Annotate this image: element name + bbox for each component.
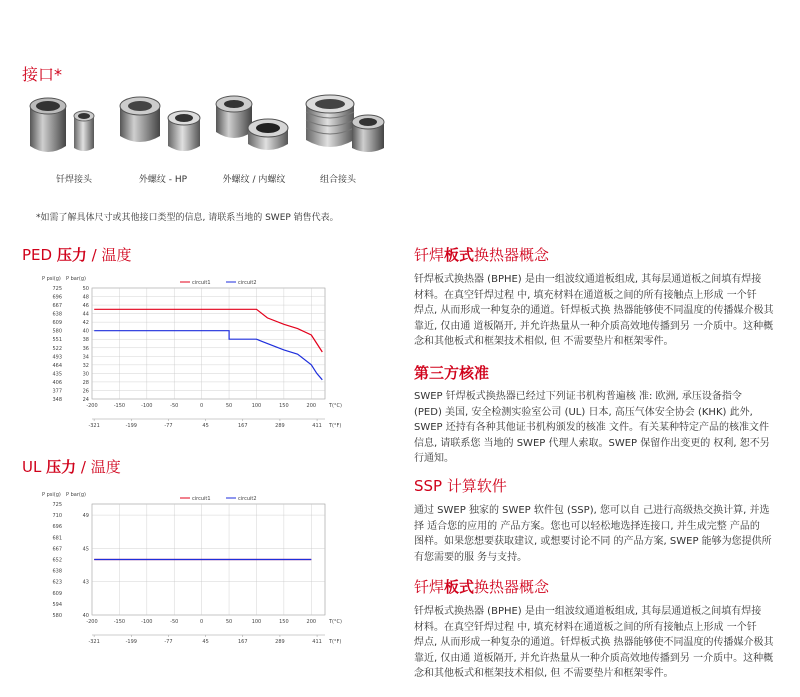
approvals-line: (PED) 美国, 安全检测实验室公司 (UL) 日本, 高压气体安全协会 (KHK) 此外, xyxy=(414,406,753,418)
ssp-line: 通过 SWEP 独家的 SWEP 软件包 (SSP), 您可以自 己进行高级热交换计算, 并选 xyxy=(414,505,770,516)
psi-tick-label: 696 xyxy=(52,524,62,531)
ul-chart xyxy=(40,484,360,646)
bar-tick-label: 36 xyxy=(82,345,89,352)
celsius-tick-label: 0 xyxy=(200,403,204,409)
psi-tick-label: 725 xyxy=(52,502,62,508)
celsius-tick-label: -150 xyxy=(113,619,126,625)
celsius-tick-label: -50 xyxy=(170,403,179,409)
psi-tick-label: 623 xyxy=(52,579,62,586)
legend-label: circuit1 xyxy=(192,280,211,286)
concept-paragraph-2 xyxy=(414,604,786,682)
concept-paragraph-1 xyxy=(414,272,786,350)
series-line-circuit2 xyxy=(94,331,322,380)
celsius-axis-label: T(°C) xyxy=(329,619,342,625)
fahrenheit-tick-label: 411 xyxy=(312,423,322,429)
celsius-tick-label: -100 xyxy=(141,403,153,409)
fahrenheit-tick-label: -321 xyxy=(88,639,100,645)
bar-tick-label: 42 xyxy=(82,320,89,327)
celsius-tick-label: 200 xyxy=(306,619,317,625)
connections-title: 接口* xyxy=(22,65,63,84)
bar-tick-label: 49 xyxy=(82,513,89,520)
ssp-title: SSP 计算软件 xyxy=(414,477,507,495)
ped-chart xyxy=(40,268,360,430)
celsius-tick-label: 50 xyxy=(225,403,233,409)
ssp-line: 有您需要的服 务与支持。 xyxy=(414,551,528,563)
bar-tick-label: 38 xyxy=(82,337,89,344)
psi-axis-label: P psi(g) xyxy=(42,276,61,282)
psi-tick-label: 696 xyxy=(52,294,62,301)
brazed-connection-icon xyxy=(30,98,94,152)
concept-2-line: 材料。在真空钎焊过程 中, 填充材料在通道板之间的所有接触点上形成 一个钎 xyxy=(414,621,757,633)
fahrenheit-tick-label: 289 xyxy=(275,423,285,429)
psi-tick-label: 522 xyxy=(52,345,62,352)
celsius-tick-label: 50 xyxy=(225,619,233,625)
fahrenheit-tick-label: 45 xyxy=(202,423,209,429)
fahrenheit-tick-label: 289 xyxy=(275,639,285,645)
bar-tick-label: 44 xyxy=(82,311,89,318)
psi-tick-label: 609 xyxy=(52,590,62,597)
psi-tick-label: 638 xyxy=(52,568,62,575)
concept-2-line: 靠近, 仅由通 道板隔开, 并允许热量从一种介质高效地传播到另 一介质中。这种概 xyxy=(414,652,774,664)
bar-tick-label: 24 xyxy=(82,397,89,403)
psi-tick-label: 464 xyxy=(52,362,62,369)
bar-tick-label: 43 xyxy=(82,579,89,586)
approvals-paragraph xyxy=(414,389,786,467)
fahrenheit-tick-label: 167 xyxy=(237,423,248,429)
celsius-tick-label: 100 xyxy=(251,619,262,625)
concept-2-line: 焊点, 从而形成一种复杂的通道。钎焊板式换 热器能够使不同温度的传播媒介极其 xyxy=(414,637,774,649)
psi-tick-label: 580 xyxy=(52,613,62,619)
concept-1-line: 焊点, 从而形成一种复杂的通道。钎焊板式换 热器能够使不同温度的传播媒介极其 xyxy=(414,305,774,317)
psi-tick-label: 681 xyxy=(52,535,62,542)
plot-frame xyxy=(92,288,325,399)
celsius-tick-label: 150 xyxy=(279,619,289,625)
celsius-tick-label: -150 xyxy=(113,403,126,409)
celsius-tick-label: 100 xyxy=(251,403,262,409)
bar-tick-label: 50 xyxy=(82,286,89,292)
celsius-tick-label: -200 xyxy=(86,619,98,625)
approvals-line: 信息, 请联系您 当地的 SWEP 代理人索取。SWEP 保留作出变更的 权利, 恕不另 xyxy=(414,437,770,449)
celsius-tick-label: 150 xyxy=(279,403,289,409)
bar-axis-label: P bar(g) xyxy=(66,492,86,498)
psi-tick-label: 493 xyxy=(52,354,62,361)
concept-1-line: 钎焊板式换热器 (BPHE) 是由一组波纹通道板组成, 其每层通道板之间填有焊接 xyxy=(414,274,762,285)
ped-chart-title: PED 压力 / 温度 xyxy=(22,246,132,264)
approvals-line: SWEP 还持有各种其他证书机构颁发的核准 文件。有关某种特定产品的核准文件 xyxy=(414,422,769,434)
legend-label: circuit2 xyxy=(238,280,257,286)
fahrenheit-axis-label: T(°F) xyxy=(329,423,342,429)
bar-tick-label: 46 xyxy=(82,303,89,310)
psi-tick-label: 609 xyxy=(52,320,62,327)
external-thread-hp-icon xyxy=(120,97,200,151)
fahrenheit-tick-label: 167 xyxy=(237,639,248,645)
psi-tick-label: 652 xyxy=(52,557,62,564)
ul-chart-title: UL 压力 / 温度 xyxy=(22,458,121,476)
psi-tick-label: 594 xyxy=(52,601,62,608)
celsius-axis-label: T(°C) xyxy=(329,403,342,409)
concept-1-line: 靠近, 仅由通 道板隔开, 并允许热量从一种介质高效地传播到另 一介质中。这种概 xyxy=(414,320,774,332)
ssp-line: 择 适合您的应用的 产品方案。您也可以轻松地选择连接口, 并生成完整 产品的 xyxy=(414,520,760,532)
psi-tick-label: 377 xyxy=(52,388,62,395)
psi-tick-label: 435 xyxy=(52,371,62,378)
connections-note: *如需了解具体尺寸或其他接口类型的信息, 请联系当地的 SWEP 销售代表。 xyxy=(36,213,339,223)
concept-1-line: 材料。在真空钎焊过程 中, 填充材料在通道板之间的所有接触点上形成 一个钎 xyxy=(414,289,757,301)
concept-2-line: 念和其他板式和框架技术相似, 但 不需要垫片和框架零件。 xyxy=(414,668,674,680)
concept-1-line: 念和其他板式和框架技术相似, 但 不需要垫片和框架零件。 xyxy=(414,336,674,348)
legend-label: circuit1 xyxy=(192,496,211,502)
fahrenheit-tick-label: -199 xyxy=(125,423,137,429)
fahrenheit-tick-label: -77 xyxy=(164,423,173,429)
concept-title-2: 钎焊板式换热器概念 xyxy=(414,578,550,596)
legend-label: circuit2 xyxy=(238,496,257,502)
bar-tick-label: 48 xyxy=(82,294,89,301)
concept-2-line: 钎焊板式换热器 (BPHE) 是由一组波纹通道板组成, 其每层通道板之间填有焊接 xyxy=(414,606,762,617)
celsius-tick-label: 0 xyxy=(200,619,204,625)
ssp-line: 图样。如果您想要获取建议, 或想要讨论不同 的产品方案, SWEP 能够为您提供所 xyxy=(414,536,772,548)
approvals-title: 第三方核准 xyxy=(414,364,490,382)
celsius-tick-label: -50 xyxy=(170,619,179,625)
fahrenheit-tick-label: 45 xyxy=(202,639,209,645)
fahrenheit-tick-label: -321 xyxy=(88,423,100,429)
psi-tick-label: 580 xyxy=(52,328,62,335)
bar-tick-label: 34 xyxy=(82,354,89,361)
bar-tick-label: 32 xyxy=(82,362,89,369)
psi-tick-label: 406 xyxy=(52,379,62,386)
approvals-line: 行通知。 xyxy=(414,453,454,465)
connection-images xyxy=(18,92,398,162)
bar-tick-label: 40 xyxy=(82,328,89,335)
psi-tick-label: 638 xyxy=(52,311,62,318)
fahrenheit-tick-label: -77 xyxy=(164,639,173,645)
psi-tick-label: 348 xyxy=(52,397,62,403)
bar-tick-label: 26 xyxy=(82,388,89,395)
bar-tick-label: 45 xyxy=(82,546,89,553)
combination-connection-icon xyxy=(306,95,384,152)
external-internal-thread-icon xyxy=(216,96,288,150)
psi-tick-label: 667 xyxy=(52,303,62,310)
fahrenheit-axis-label: T(°F) xyxy=(329,639,342,645)
celsius-tick-label: -200 xyxy=(86,403,98,409)
ssp-paragraph xyxy=(414,503,786,565)
celsius-tick-label: -100 xyxy=(141,619,153,625)
bar-axis-label: P bar(g) xyxy=(66,276,86,282)
approvals-line: SWEP 钎焊板式换热器已经过下列证书机构普遍核 准: 欧洲, 承压设备指令 xyxy=(414,391,742,402)
bar-tick-label: 28 xyxy=(82,379,89,386)
psi-tick-label: 725 xyxy=(52,286,62,292)
fahrenheit-tick-label: 411 xyxy=(312,639,322,645)
concept-title-1: 钎焊板式换热器概念 xyxy=(414,246,550,264)
psi-axis-label: P psi(g) xyxy=(42,492,61,498)
psi-tick-label: 551 xyxy=(52,337,62,344)
connection-label-combination: 组合接头 xyxy=(319,175,356,185)
psi-tick-label: 667 xyxy=(52,546,62,553)
psi-tick-label: 710 xyxy=(52,513,62,520)
fahrenheit-tick-label: -199 xyxy=(125,639,137,645)
connection-label-brazed: 钎焊接头 xyxy=(55,175,92,185)
connection-label-external-internal: 外螺纹 / 内螺纹 xyxy=(222,175,286,185)
connection-label-external-hp: 外螺纹 - HP xyxy=(138,175,188,185)
bar-tick-label: 30 xyxy=(82,371,89,378)
celsius-tick-label: 200 xyxy=(306,403,317,409)
bar-tick-label: 40 xyxy=(82,613,89,619)
